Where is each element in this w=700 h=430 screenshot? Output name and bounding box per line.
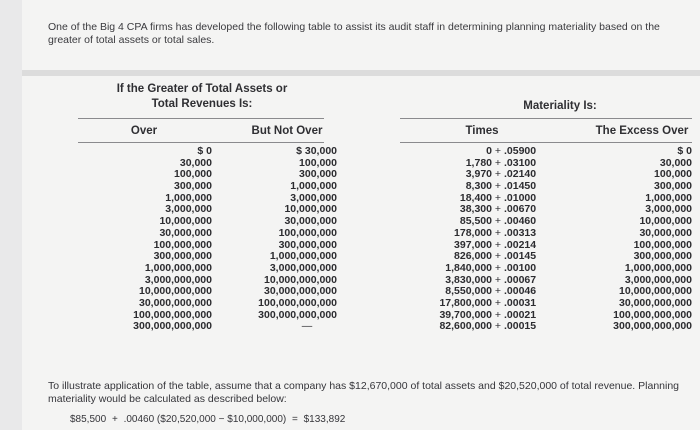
group-header: If the Greater of Total Assets or Total Revenues Is: — [116, 83, 288, 110]
times-rate: .02140 — [504, 168, 537, 181]
plus-sign: + — [494, 156, 502, 169]
times-base: 178,000 — [454, 226, 492, 239]
plus-sign: + — [494, 308, 502, 321]
cell-excess: 1,000,000,000 — [624, 261, 692, 274]
times-base: 1,780 — [465, 156, 492, 169]
times-rate: .00313 — [504, 226, 537, 239]
column-excess — [592, 146, 692, 333]
plus-sign: + — [494, 168, 502, 181]
times-base: 0 — [486, 145, 492, 157]
cell-times — [422, 298, 552, 310]
times-rate: .00067 — [504, 273, 537, 286]
times-base: 17,800,000 — [439, 296, 492, 309]
cell-excess: 300,000 — [654, 180, 692, 193]
times-rate: .03100 — [504, 156, 537, 169]
cell-excess: 3,000,000,000 — [624, 273, 692, 286]
times-base: 38,300 — [459, 203, 492, 216]
cell-excess: 100,000,000 — [633, 238, 692, 251]
cell-not-over: 100,000,000 — [278, 226, 337, 239]
cell-not-over: 10,000,000,000 — [264, 273, 337, 286]
plus-sign: + — [494, 226, 502, 239]
plus-sign: + — [494, 273, 502, 286]
cell-not-over: — — [301, 320, 313, 333]
times-rate: .00670 — [504, 203, 537, 216]
cell-excess: 10,000,000,000 — [619, 285, 692, 298]
cell-not-over: 300,000,000 — [278, 238, 337, 251]
times-base: 18,400 — [459, 191, 492, 204]
cell-over: 10,000,000 — [159, 215, 212, 228]
times-base: 85,500 — [459, 215, 492, 228]
plus-sign: + — [494, 203, 502, 216]
cell-over: 10,000,000,000 — [139, 285, 212, 298]
cell-times — [422, 146, 552, 158]
times-base: 39,700,000 — [439, 308, 492, 321]
cell-over: 100,000,000 — [153, 238, 212, 251]
plus-sign: + — [494, 215, 502, 228]
materiality-header-rule — [400, 118, 692, 119]
materiality-header: Materiality Is: — [523, 100, 597, 112]
cell-not-over: 300,000 — [299, 168, 337, 181]
cell-excess: 30,000,000,000 — [619, 296, 692, 309]
cell-excess: 300,000,000 — [633, 250, 692, 263]
times-rate: .00214 — [504, 238, 537, 251]
cell-over: 100,000,000,000 — [133, 308, 212, 321]
col-header-not-over: But Not Over — [251, 125, 323, 137]
column-times — [422, 146, 552, 333]
document-page — [22, 0, 700, 430]
plus-sign: + — [494, 285, 502, 298]
cell-excess: $ 0 — [677, 145, 692, 157]
cell-not-over: 30,000,000,000 — [264, 285, 337, 298]
times-base: 397,000 — [454, 238, 492, 251]
cell-not-over: 100,000 — [299, 156, 337, 169]
cell-times — [422, 321, 552, 333]
cell-excess: 3,000,000 — [645, 203, 692, 216]
cell-times — [422, 228, 552, 240]
cell-not-over: $ 30,000 — [296, 145, 337, 157]
times-rate: .00460 — [504, 215, 537, 228]
cell-over: 30,000,000,000 — [139, 296, 212, 309]
cell-not-over: 100,000,000,000 — [258, 296, 337, 309]
times-rate: .00046 — [504, 285, 537, 298]
cell-excess: 30,000,000 — [639, 226, 692, 239]
footer-paragraph: To illustrate application of the table, assume that a company has $12,670,000 of total assets and $20,520,000 of total revenue. Planning materiality would be calculated as described below: — [48, 380, 680, 405]
times-base: 3,970 — [465, 168, 492, 181]
cell-over: 3,000,000 — [165, 203, 212, 216]
cell-excess: 30,000 — [659, 156, 692, 169]
times-rate: .01000 — [504, 191, 537, 204]
cell-excess: 1,000,000 — [645, 191, 692, 204]
col-header-excess: The Excess Over — [595, 125, 689, 137]
cell-excess: 300,000,000,000 — [613, 320, 692, 333]
cell-not-over: 1,000,000 — [290, 180, 337, 193]
plus-sign: + — [494, 261, 502, 274]
cell-times — [422, 181, 552, 193]
plus-sign: + — [494, 250, 502, 263]
column-over — [92, 146, 212, 333]
times-rate: .00031 — [504, 296, 537, 309]
calc-result: $133,892 — [303, 414, 346, 425]
cell-over: 1,000,000 — [165, 191, 212, 204]
cell-over: $ 0 — [197, 145, 212, 157]
cell-over: 300,000,000,000 — [133, 320, 212, 333]
times-base: 826,000 — [454, 250, 492, 263]
cell-over: 30,000 — [179, 156, 212, 169]
calc-equals: = — [292, 414, 298, 425]
intro-paragraph: One of the Big 4 CPA firms has developed the following table to assist its audit staff in determining planning materiality based on the greater of total assets or total sales. — [48, 21, 660, 46]
cell-excess: 10,000,000 — [639, 215, 692, 228]
cell-over: 100,000 — [174, 168, 212, 181]
cell-excess: 100,000 — [654, 168, 692, 181]
calc-rate-expression: .00460 ($20,520,000 − $10,000,000) — [123, 414, 287, 425]
times-base: 3,830,000 — [445, 273, 492, 286]
group-header-rule — [78, 118, 324, 119]
plus-sign: + — [494, 145, 502, 157]
column-header-rule-left — [78, 142, 324, 143]
cell-over: 1,000,000,000 — [144, 261, 212, 274]
times-rate: .05900 — [504, 145, 537, 157]
column-header-rule-right — [400, 142, 692, 143]
cell-over: 30,000,000 — [159, 226, 212, 239]
section-divider — [22, 70, 700, 76]
times-rate: .00145 — [504, 250, 537, 263]
cell-over: 3,000,000,000 — [144, 273, 212, 286]
times-rate: .00015 — [504, 320, 537, 333]
times-rate: .00100 — [504, 261, 537, 274]
cell-over: 300,000 — [174, 180, 212, 193]
cell-not-over: 300,000,000,000 — [258, 308, 337, 321]
cell-not-over: 1,000,000,000 — [269, 250, 337, 263]
times-base: 1,840,000 — [445, 261, 492, 274]
cell-over: 300,000,000 — [153, 250, 212, 263]
col-header-times: Times — [465, 125, 499, 137]
times-rate: .00021 — [504, 308, 537, 321]
plus-sign: + — [494, 180, 502, 193]
plus-sign: + — [494, 238, 502, 251]
calc-base: $85,500 — [70, 414, 107, 425]
col-header-over: Over — [130, 125, 158, 137]
times-base: 8,550,000 — [445, 285, 492, 298]
times-base: 82,600,000 — [439, 320, 492, 333]
cell-excess: 100,000,000,000 — [613, 308, 692, 321]
cell-not-over: 3,000,000 — [290, 191, 337, 204]
cell-times — [422, 263, 552, 275]
times-rate: .01450 — [504, 180, 537, 193]
times-base: 8,300 — [465, 180, 492, 193]
calc-plus: + — [111, 414, 118, 425]
cell-not-over: 10,000,000 — [284, 203, 337, 216]
plus-sign: + — [494, 296, 502, 309]
calculation-line — [70, 414, 570, 425]
cell-not-over: 30,000,000 — [284, 215, 337, 228]
cell-not-over: 3,000,000,000 — [269, 261, 337, 274]
plus-sign: + — [494, 320, 502, 333]
column-not-over — [237, 146, 337, 333]
plus-sign: + — [494, 191, 502, 204]
